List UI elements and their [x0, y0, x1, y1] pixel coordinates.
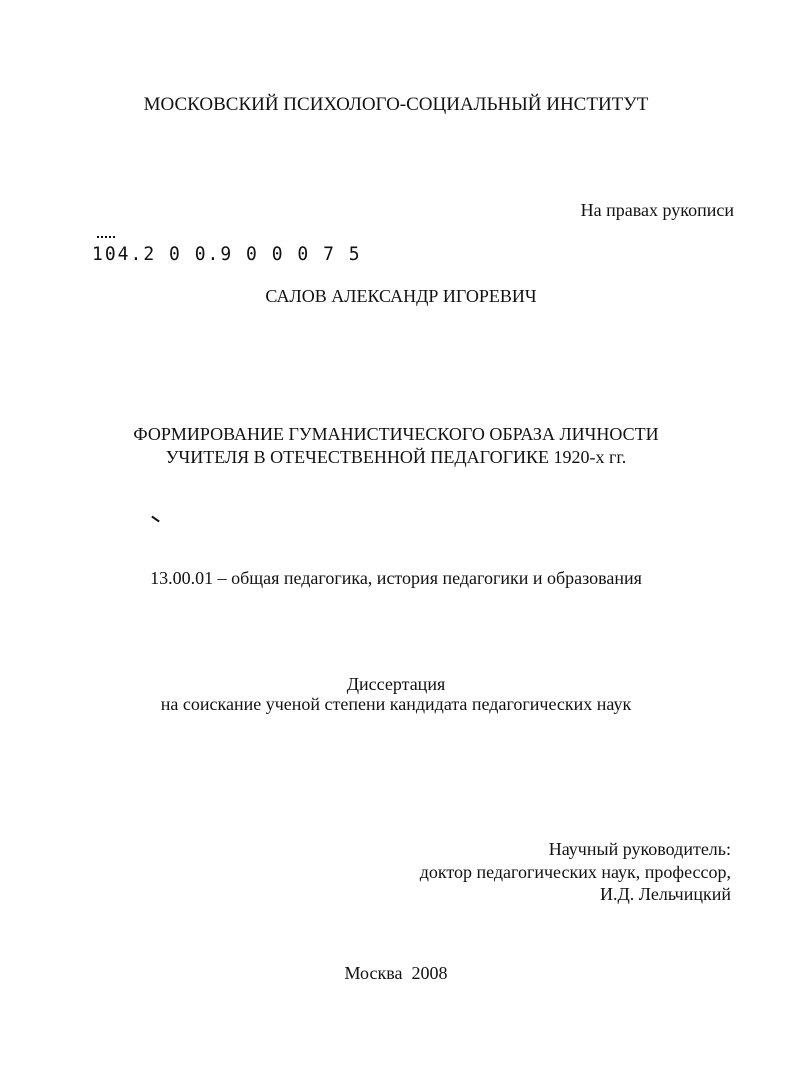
- place-and-year: Москва 2008: [344, 963, 448, 983]
- supervisor-degree: доктор педагогических наук, профессор,: [419, 861, 731, 882]
- supervisor-name: И.Д. Лельчицкий: [599, 884, 731, 904]
- degree-sought: на соискание ученой степени кандидата педагогических наук: [160, 694, 632, 714]
- archive-stamp-number: 104.2 0 0.9 0 0 0 7 5: [92, 243, 362, 266]
- stray-mark: [151, 516, 160, 523]
- dissertation-title-line-1: ФОРМИРОВАНИЕ ГУМАНИСТИЧЕСКОГО ОБРАЗА ЛИЧНОСТИ: [133, 424, 659, 444]
- supervisor-label: Научный руководитель:: [548, 839, 731, 859]
- specialty-code: 13.00.01 – общая педагогика, история педагогики и образования: [150, 568, 642, 588]
- work-type: Диссертация: [346, 674, 446, 694]
- author-name: САЛОВ АЛЕКСАНДР ИГОРЕВИЧ: [265, 286, 537, 306]
- stamp-mark: [97, 236, 115, 240]
- rights-note: На правах рукописи: [580, 200, 734, 220]
- institute-name: МОСКОВСКИЙ ПСИХОЛОГО-СОЦИАЛЬНЫЙ ИНСТИТУТ: [143, 94, 649, 115]
- supervisor-block: [420, 838, 731, 906]
- dissertation-title-line-2: УЧИТЕЛЯ В ОТЕЧЕСТВЕННОЙ ПЕДАГОГИКЕ 1920-х гг.: [165, 447, 627, 467]
